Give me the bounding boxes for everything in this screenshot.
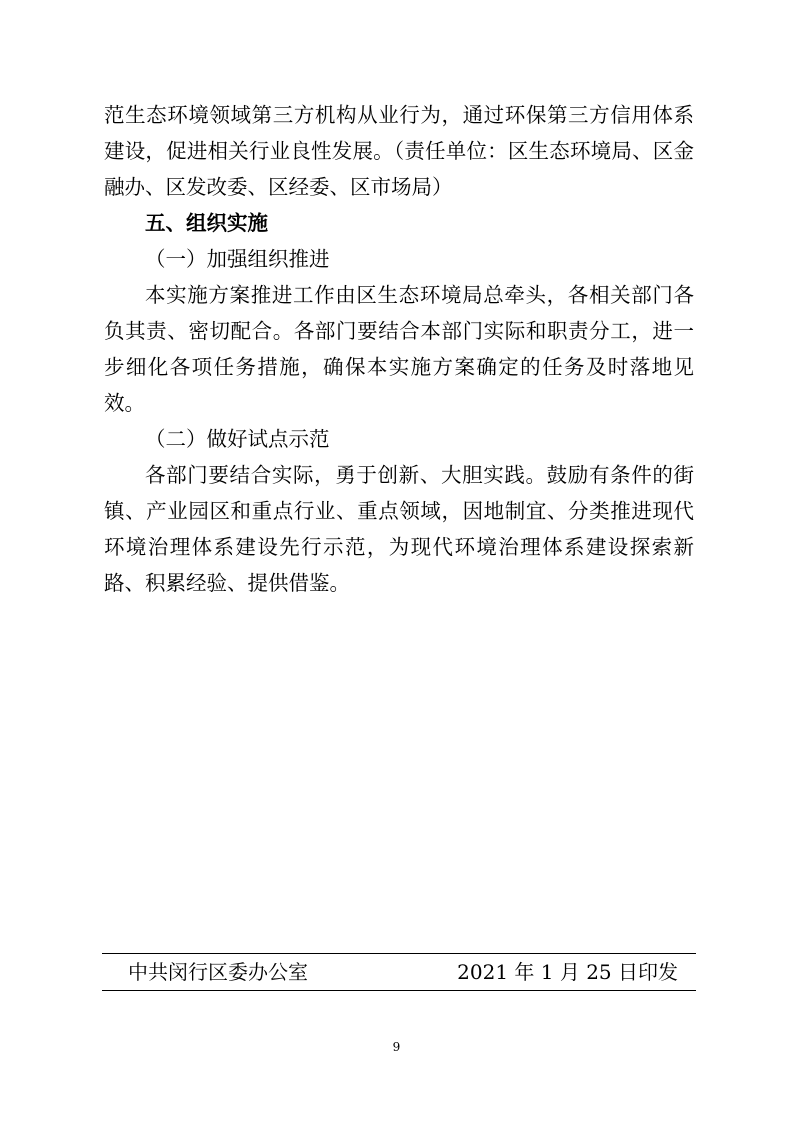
document-body bbox=[104, 97, 694, 601]
subsection-1-title: （一）加强组织推进 bbox=[145, 247, 330, 271]
paragraph-continued: 范生态环境领域第三方机构从业行为，通过环保第三方信用体系建设，促进相关行业良性发展。（责任单位：区生态环境局、区金融办、区发改委、区经委、区市场局） bbox=[104, 103, 694, 199]
subsection-1-body: 本实施方案推进工作由区生态环境局总牵头，各相关部门各负其责、密切配合。各部门要结合本部门实际和职责分工，进一步细化各项任务措施，确保本实施方案确定的任务及时落地见效。 bbox=[104, 283, 694, 415]
issuer-name: 中共闵行区委办公室 bbox=[128, 960, 308, 984]
issue-date: 2021 年 1 月 25 日印发 bbox=[457, 960, 678, 984]
section-heading: 五、组织实施 bbox=[145, 211, 268, 235]
subsection-2-title: （二）做好试点示范 bbox=[145, 427, 330, 451]
issuance-footer bbox=[102, 953, 696, 991]
subsection-2-body: 各部门要结合实际，勇于创新、大胆实践。鼓励有条件的街镇、产业园区和重点行业、重点领域，因地制宜、分类推进现代环境治理体系建设先行示范，为现代环境治理体系建设探索新路、积累经验、提供借鉴。 bbox=[104, 463, 694, 595]
page-number: 9 bbox=[392, 1040, 401, 1054]
